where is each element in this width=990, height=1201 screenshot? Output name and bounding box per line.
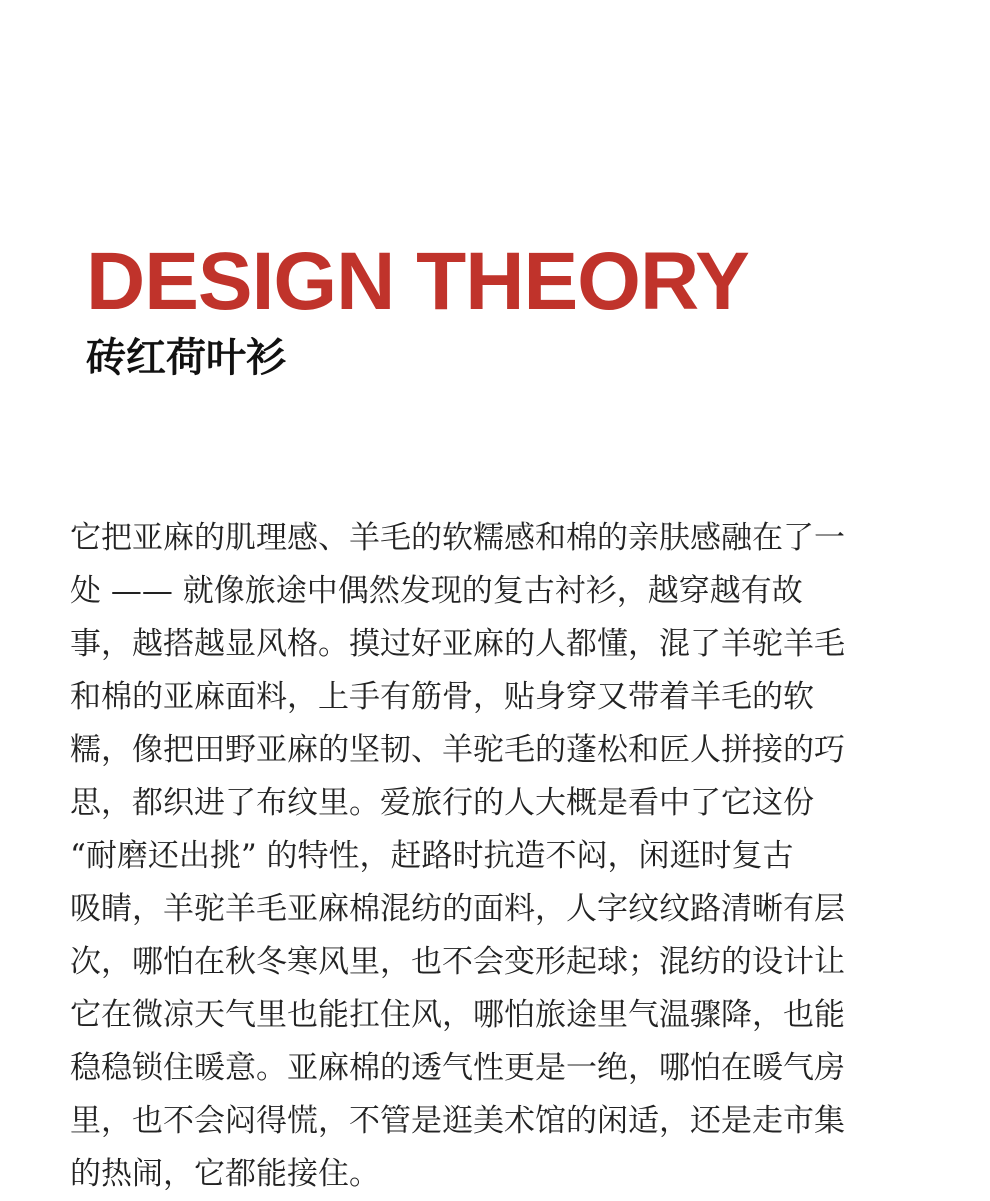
body-line: 和棉的亚麻面料，上手有筋骨，贴身穿又带着羊毛的软 — [70, 679, 814, 715]
body-line: 吸睛，羊驼羊毛亚麻棉混纺的面料，人字纹纹路清晰有层 — [70, 891, 845, 927]
body-line: “耐磨还出挑” 的特性，赶路时抗造不闷，闲逛时复古 — [70, 838, 794, 874]
body-line: 它把亚麻的肌理感、羊毛的软糯感和棉的亲肤感融在了一 — [70, 520, 845, 556]
body-line: 糯，像把田野亚麻的坚韧、羊驼毛的蓬松和匠人拼接的巧 — [70, 732, 845, 768]
body-text — [70, 512, 930, 1201]
body-line: 的热闹，它都能接住。 — [70, 1156, 380, 1192]
body-line: 里，也不会闷得慌，不管是逛美术馆的闲适，还是走市集 — [70, 1103, 845, 1139]
page-subtitle: 砖红荷叶衫 — [86, 335, 286, 381]
body-line: 它在微凉天气里也能扛住风，哪怕旅途里气温骤降，也能 — [70, 997, 845, 1033]
body-line: 处 —— 就像旅途中偶然发现的复古衬衫，越穿越有故 — [70, 573, 803, 609]
body-line: 次，哪怕在秋冬寒风里，也不会变形起球；混纺的设计让 — [70, 944, 845, 980]
body-line: 事，越搭越显风格。摸过好亚麻的人都懂，混了羊驼羊毛 — [70, 626, 845, 662]
body-line: 思，都织进了布纹里。爱旅行的人大概是看中了它这份 — [70, 785, 814, 821]
body-line: 稳稳锁住暖意。亚麻棉的透气性更是一绝，哪怕在暖气房 — [70, 1050, 845, 1086]
page-title: DESIGN THEORY — [86, 236, 749, 327]
